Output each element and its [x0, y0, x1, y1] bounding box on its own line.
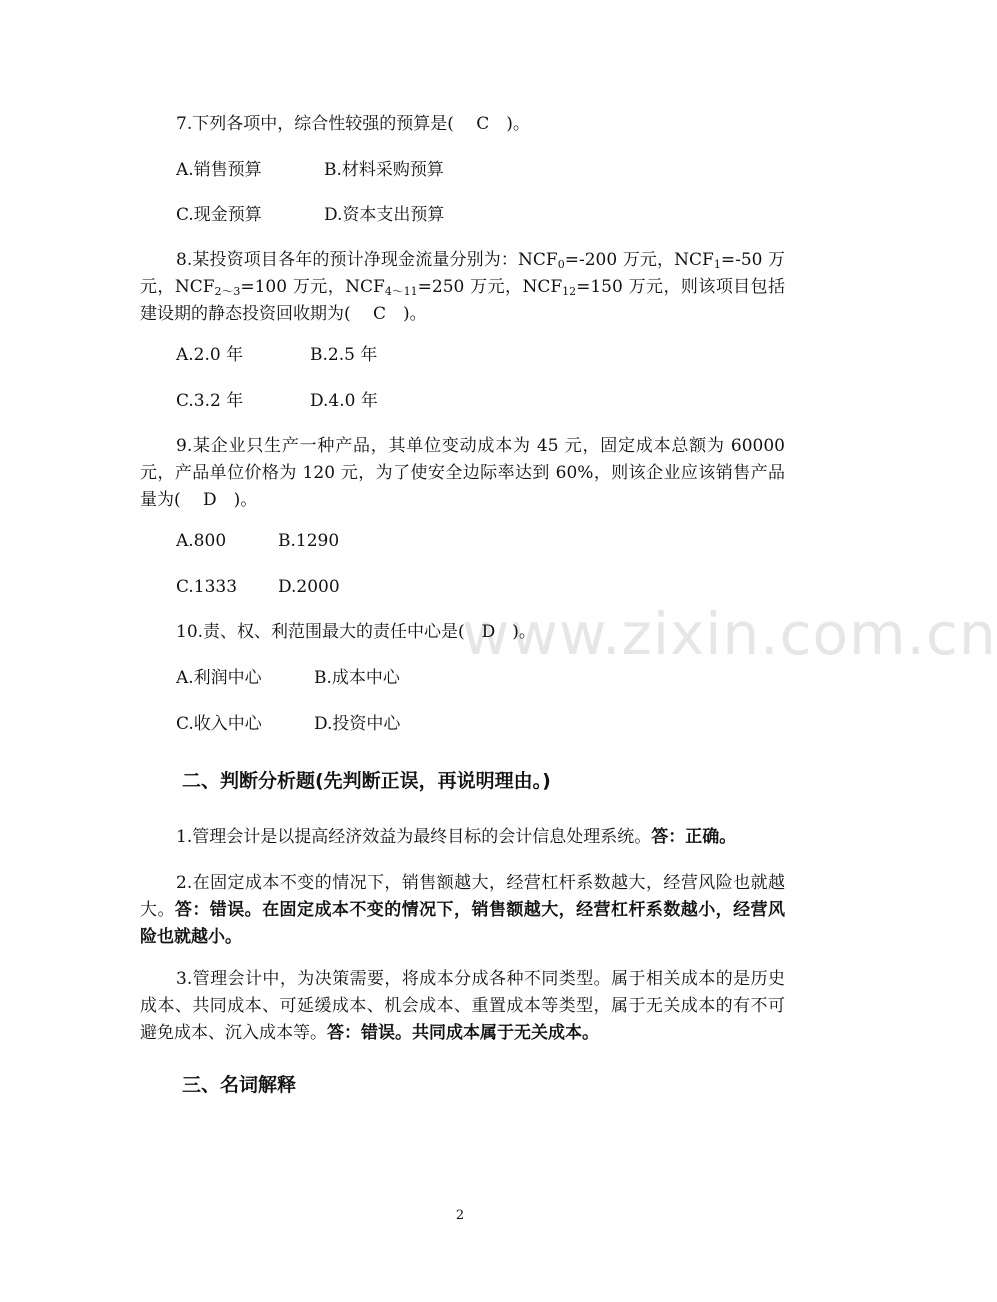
option-b: B.成本中心: [314, 668, 400, 688]
q8-text: =250 万元，NCF: [417, 277, 563, 297]
option-d: D.4.0 年: [310, 391, 378, 411]
option-d: D.2000: [278, 577, 340, 597]
question-7: 7.下列各项中，综合性较强的预算是( C )。: [176, 114, 530, 134]
item-text: 3.管理会计中，为决策需要，将成本分成各种不同类型。属于相关成本的是历史成本、共同成本、可延缓成本、机会成本、重置成本等类型，属于无关成本的有不可避免成本、沉入成本等。: [140, 969, 785, 1043]
judgement-item-2: [140, 870, 785, 951]
question-10: 10.责、权、利范围最大的责任中心是( D )。: [176, 622, 536, 642]
option-a: A.销售预算: [176, 160, 262, 180]
subscript: 0: [557, 258, 565, 271]
option-c: C.收入中心: [176, 714, 262, 734]
option-d: D.投资中心: [314, 714, 401, 734]
item-text: 1.管理会计是以提高经济效益为最终目标的会计信息处理系统。: [176, 827, 652, 847]
item-answer: 答：错误。在固定成本不变的情况下，销售额越大，经营杠杆系数越小，经营风险也就越小。: [140, 900, 786, 947]
judgement-item-1: [140, 824, 785, 851]
subscript: 2～3: [214, 285, 241, 298]
item-text: 2.在固定成本不变的情况下，销售额越大，经营杠杆系数越大，经营风险也就越大。: [140, 873, 785, 920]
option-b: B.1290: [278, 531, 340, 551]
page-number: 2: [455, 1208, 465, 1223]
q8-text: =-50 万元，NCF: [140, 250, 785, 297]
item-answer: 答：错误。共同成本属于无关成本。: [327, 1023, 599, 1043]
section-heading: 三、名词解释: [182, 1074, 297, 1096]
option-d: D.资本支出预算: [324, 205, 445, 225]
subscript: 12: [562, 285, 577, 298]
option-a: A.利润中心: [176, 668, 262, 688]
option-c: C.现金预算: [176, 205, 262, 225]
item-answer: 答：正确。: [651, 827, 737, 847]
section-heading: 二、判断分析题(先判断正误，再说明理由。): [182, 770, 551, 792]
option-b: B.材料采购预算: [324, 160, 444, 180]
subscript: 4～11: [384, 285, 418, 298]
watermark: www.zixin.com.cn: [462, 600, 997, 668]
option-a: A.800: [176, 531, 227, 551]
q8-text: 8.某投资项目各年的预计净现金流量分别为：NCF: [176, 250, 558, 270]
subscript: 1: [713, 258, 721, 271]
q8-text: =100 万元，NCF: [240, 277, 385, 297]
q8-text: =150 万元，则该项目包括建设期的静态投资回收期为( C )。: [140, 277, 785, 324]
option-a: A.2.0 年: [176, 345, 244, 365]
question-9: [140, 433, 785, 514]
judgement-item-3: [140, 966, 785, 1047]
option-c: C.3.2 年: [176, 391, 244, 411]
option-c: C.1333: [176, 577, 238, 597]
q9-text: 9.某企业只生产一种产品，其单位变动成本为 45 元，固定成本总额为 60000 元，产品单位价格为 120 元，为了使安全边际率达到 60%，则该企业应该销售产品量为( D )。: [140, 436, 785, 510]
q8-text: =-200 万元，NCF: [564, 250, 714, 270]
option-b: B.2.5 年: [310, 345, 378, 365]
question-8: [140, 247, 785, 328]
